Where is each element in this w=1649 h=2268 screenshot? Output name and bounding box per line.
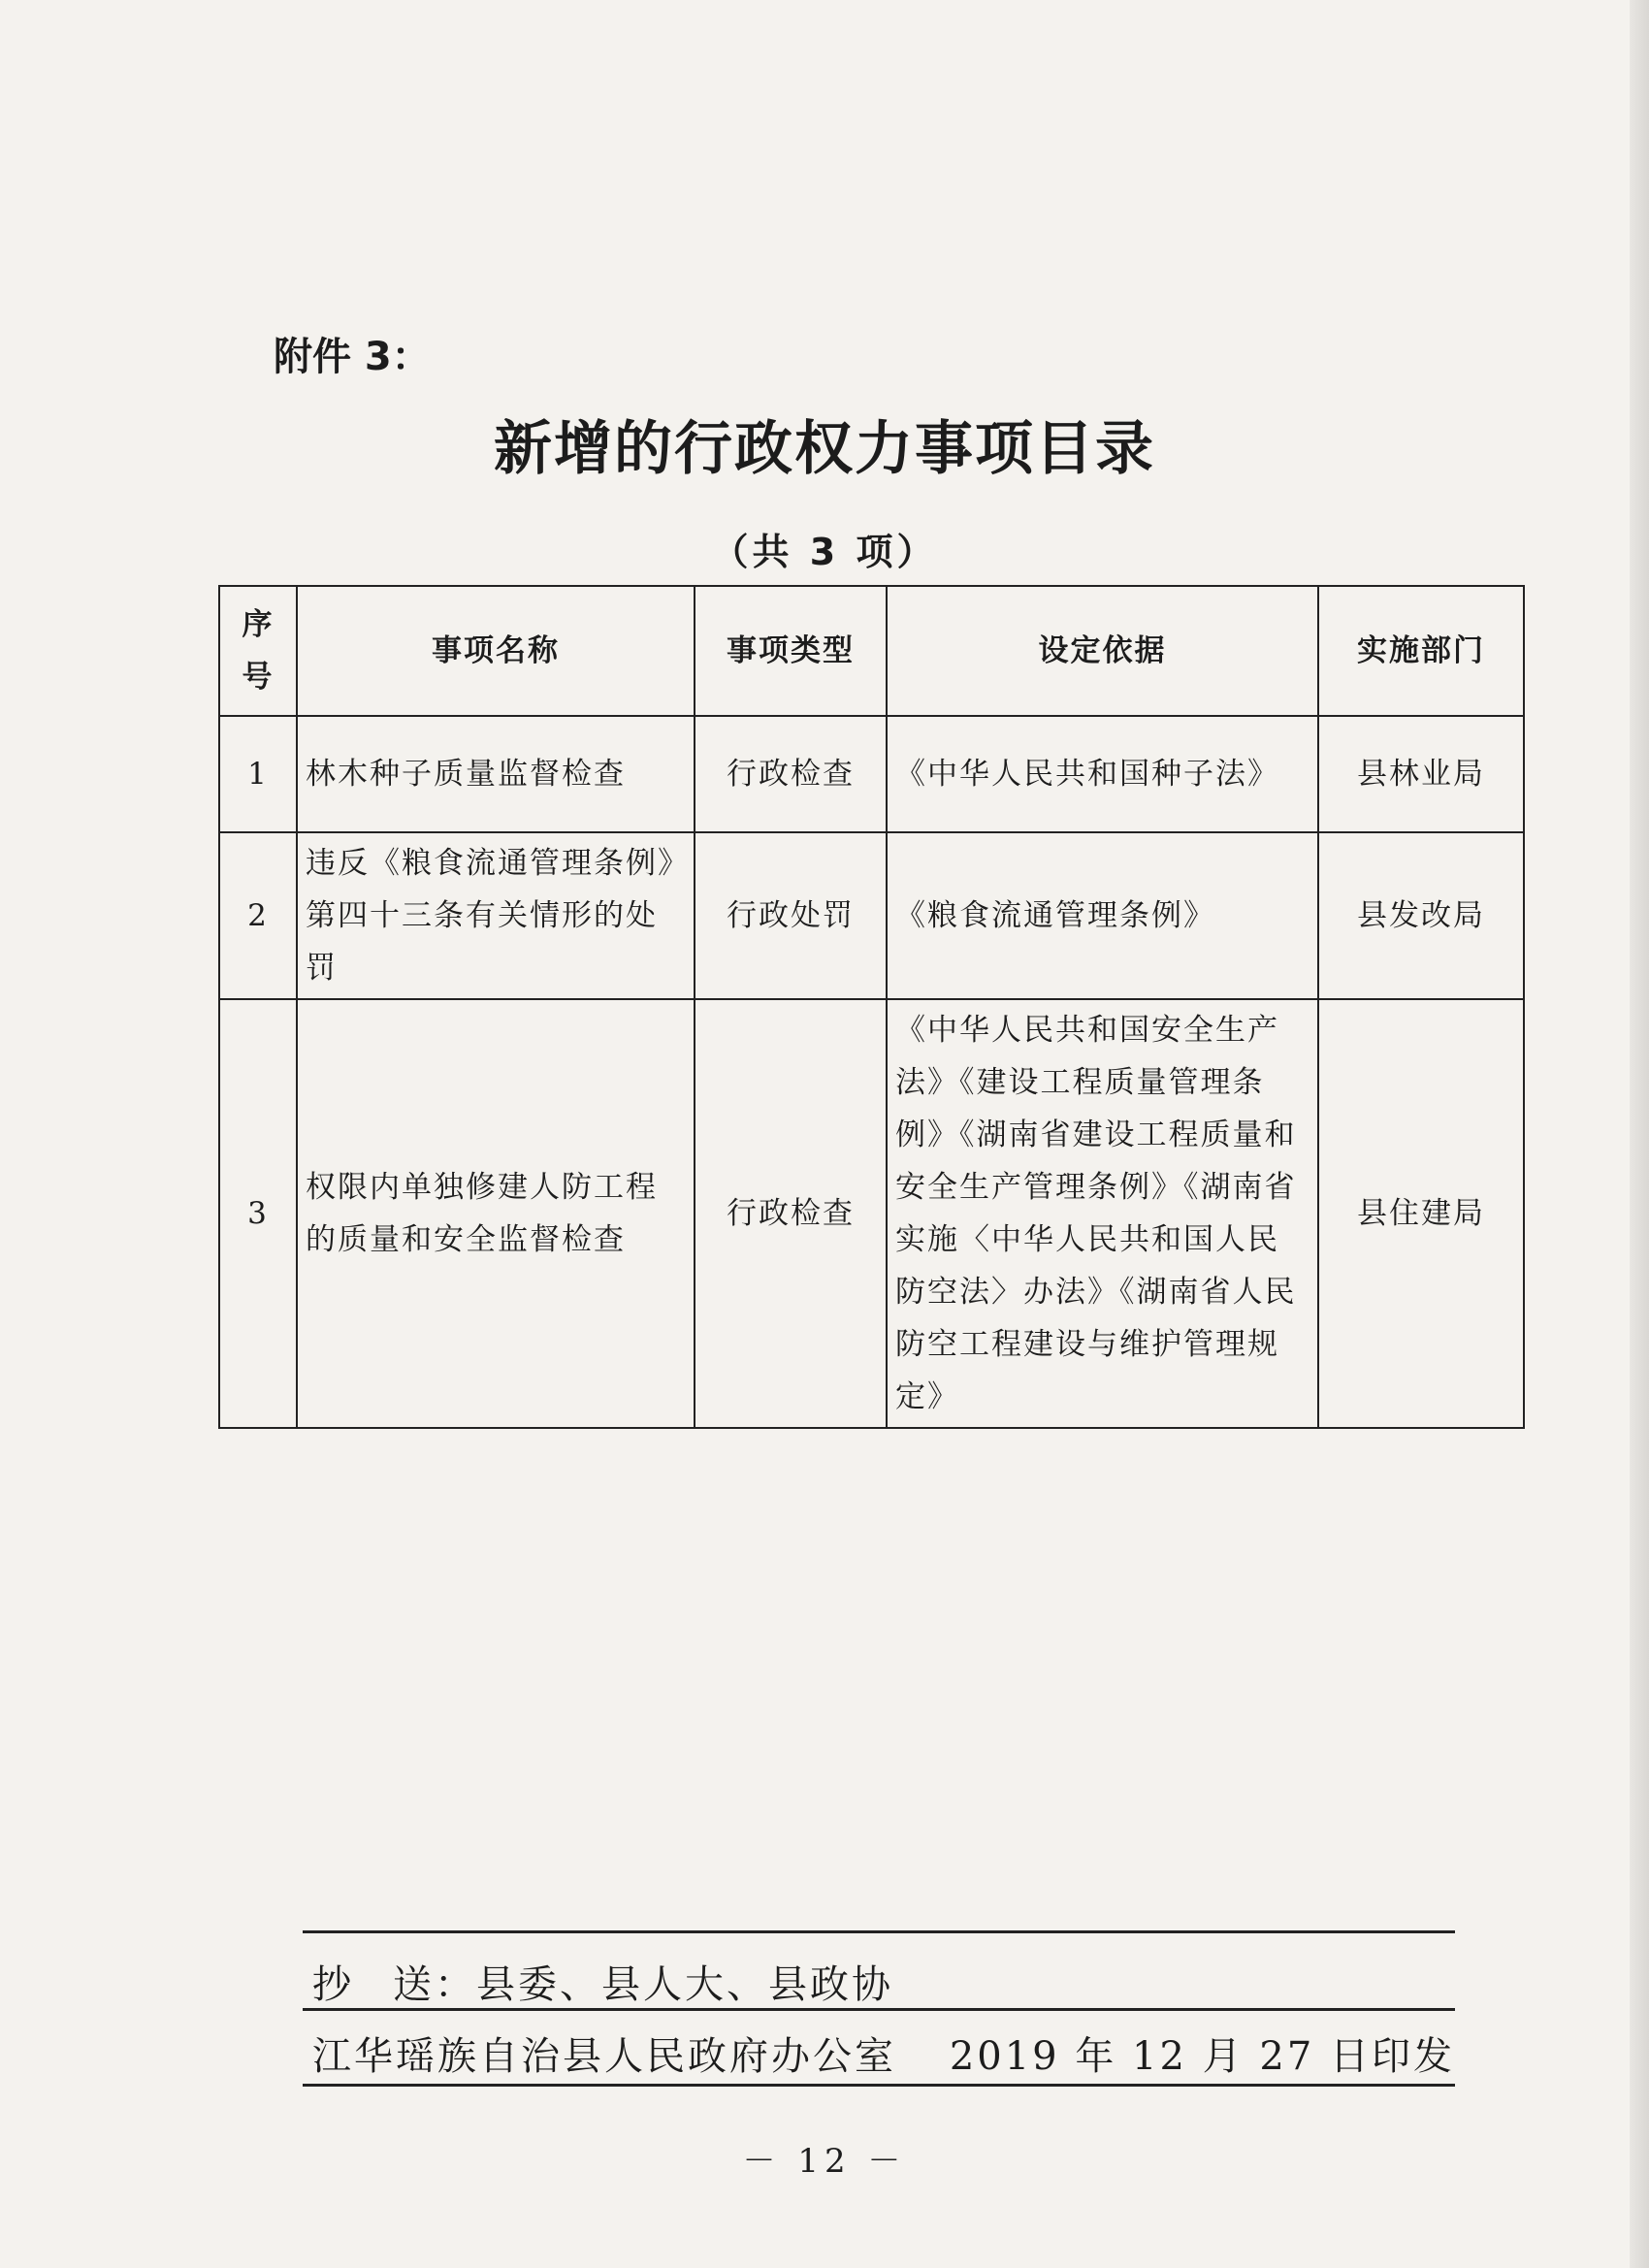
footer-top-rule xyxy=(303,1930,1455,1933)
header-dept: 实施部门 xyxy=(1318,586,1524,716)
row-number: 3 xyxy=(219,999,297,1428)
table-row xyxy=(219,832,1524,999)
item-name: 权限内单独修建人防工程的质量和安全监督检查 xyxy=(297,999,695,1428)
footer-middle-rule xyxy=(303,2008,1455,2011)
cc-line xyxy=(312,1954,893,2009)
item-type: 行政检查 xyxy=(695,999,887,1428)
item-basis: 《中华人民共和国安全生产法》《建设工程质量管理条例》《湖南省建设工程质量和安全生产管理条例》《湖南省实施〈中华人民共和国人民防空法〉办法》《湖南省人民防空工程建设与维护管理规定》 xyxy=(887,999,1318,1428)
row-number: 2 xyxy=(219,832,297,999)
item-count: （共 3 项） xyxy=(711,531,938,573)
page-number: － 12 － xyxy=(742,2142,907,2181)
item-basis: 《中华人民共和国种子法》 xyxy=(887,716,1318,832)
cc-label-2: 送： xyxy=(393,1962,476,2007)
power-items-table xyxy=(218,585,1525,1429)
row-number: 1 xyxy=(219,716,297,832)
table-row xyxy=(219,999,1524,1428)
cc-recipients: 县委、县人大、县政协 xyxy=(476,1962,893,2007)
table-header-row xyxy=(219,586,1524,716)
footer-bottom-rule xyxy=(303,2084,1455,2087)
item-name: 林木种子质量监督检查 xyxy=(297,716,695,832)
item-type: 行政处罚 xyxy=(695,832,887,999)
item-dept: 县林业局 xyxy=(1318,716,1524,832)
header-basis: 设定依据 xyxy=(887,586,1318,716)
scan-edge xyxy=(1630,0,1649,2268)
table-row xyxy=(219,716,1524,832)
document-title: 新增的行政权力事项目录 xyxy=(494,415,1155,483)
item-dept: 县发改局 xyxy=(1318,832,1524,999)
attachment-label: 附件 3： xyxy=(274,335,431,379)
issuing-office: 江华瑶族自治县人民政府办公室 xyxy=(312,2034,896,2079)
header-no: 序号 xyxy=(219,586,297,716)
item-dept: 县住建局 xyxy=(1318,999,1524,1428)
header-type: 事项类型 xyxy=(695,586,887,716)
item-name: 违反《粮食流通管理条例》第四十三条有关情形的处罚 xyxy=(297,832,695,999)
header-name: 事项名称 xyxy=(297,586,695,716)
item-basis: 《粮食流通管理条例》 xyxy=(887,832,1318,999)
item-type: 行政检查 xyxy=(695,716,887,832)
cc-label-1: 抄 xyxy=(312,1962,354,2007)
issue-date: 2019 年 12 月 27 日印发 xyxy=(949,2034,1455,2079)
